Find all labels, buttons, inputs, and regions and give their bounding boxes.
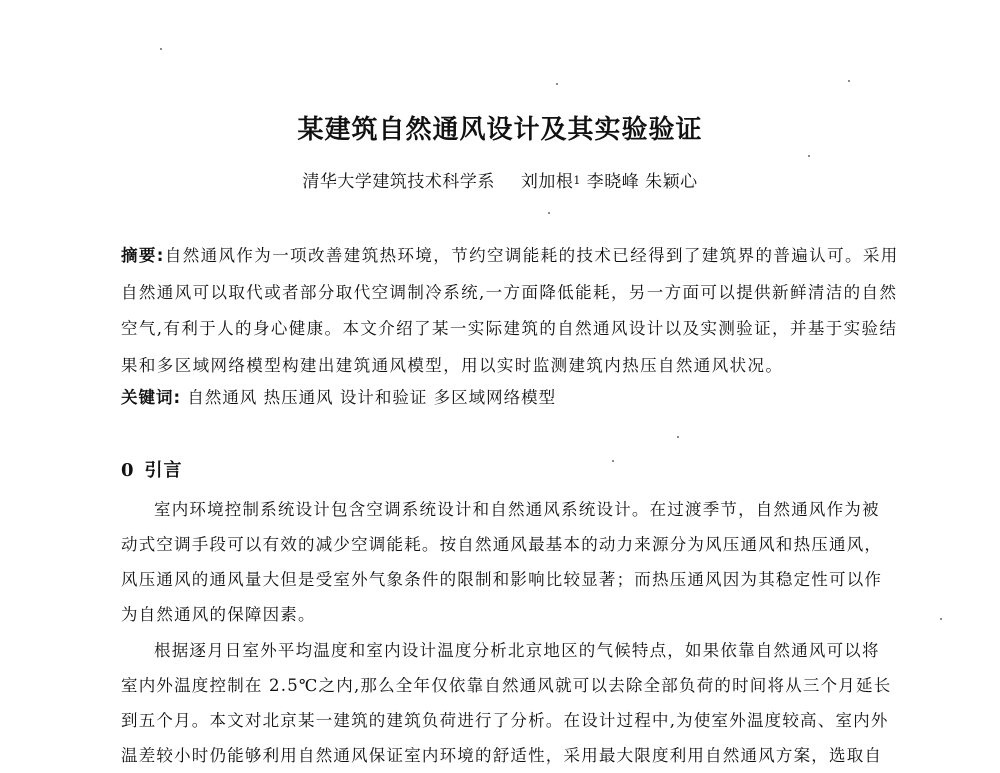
scan-speck xyxy=(848,80,850,82)
scan-speck xyxy=(548,212,550,214)
paragraph-line: 风压通风的通风量大但是受室外气象条件的限制和影响比较显著；而热压通风因为其稳定性可以作 xyxy=(121,570,883,589)
body-paragraph xyxy=(121,633,893,773)
author-line xyxy=(0,169,1000,197)
author-name: 刘加根 xyxy=(520,172,574,192)
section-heading xyxy=(121,457,183,485)
paragraph-line: 温差较小时仍能够利用自然通风保证室内环境的舒适性，采用最大限度利用自然通风方案，选取自 xyxy=(121,746,883,765)
paragraph-line: 为自然通风的保障因素。 xyxy=(121,605,316,624)
scan-speck xyxy=(677,436,679,438)
body-paragraph xyxy=(121,492,893,632)
keyword: 多区域网络模型 xyxy=(433,388,557,407)
author-superscript: 1 xyxy=(573,174,581,187)
abstract-line: 果和多区域网络模型构建出建筑通风模型，用以实时监测建筑内热压自然通风状况。 xyxy=(121,355,784,375)
paragraph-line: 动式空调手段可以有效的减少空调能耗。按自然通风最基本的动力来源分为风压通风和热压通风， xyxy=(121,535,883,554)
scan-speck xyxy=(160,48,162,50)
abstract-label: 摘要: xyxy=(121,246,165,265)
section-title: 引言 xyxy=(144,460,183,481)
keyword: 设计和验证 xyxy=(339,388,428,407)
paper-title: 某建筑自然通风设计及其实验验证 xyxy=(297,115,703,145)
author-name: 朱颖心 xyxy=(645,172,698,192)
scan-speck xyxy=(808,155,810,157)
paragraph-line: 室内外温度控制在 2.5℃之内,那么全年仅依靠自然通风就可以去除全部负荷的时间将从三个月延长 xyxy=(121,676,892,695)
abstract-line: 空气,有利于人的身心健康。本文介绍了某一实际建筑的自然通风设计以及实测验证，并基于实验结 xyxy=(121,319,898,338)
abstract-line: 自然通风作为一项改善建筑热环境，节约空调能耗的技术已经得到了建筑界的普遍认可。采用 xyxy=(164,246,899,265)
keywords xyxy=(121,383,893,413)
keyword: 自然通风 xyxy=(187,388,258,407)
section-number: 0 xyxy=(121,460,135,481)
keywords-label: 关键词: xyxy=(121,388,182,407)
scan-speck xyxy=(940,618,942,620)
abstract-line: 自然通风可以取代或者部分取代空调制冷系统,一方面降低能耗，另一方面可以提供新鲜清洁的自然 xyxy=(121,282,898,302)
paragraph-line: 室内环境控制系统设计包含空调系统设计和自然通风系统设计。在过渡季节，自然通风作为被 xyxy=(154,500,880,519)
keyword: 热压通风 xyxy=(263,388,334,407)
paragraph-line: 到五个月。本文对北京某一建筑的建筑负荷进行了分析。在设计过程中,为使室外温度较高、室内外 xyxy=(121,711,889,730)
scan-speck xyxy=(556,83,558,85)
abstract xyxy=(121,238,899,384)
author-name: 李晓峰 xyxy=(586,172,640,192)
paragraph-line: 根据逐月日室外平均温度和室内设计温度分析北京地区的气候特点，如果依靠自然通风可以将 xyxy=(154,641,880,660)
scan-speck xyxy=(612,460,614,462)
affiliation: 清华大学建筑技术科学系 xyxy=(302,172,495,192)
